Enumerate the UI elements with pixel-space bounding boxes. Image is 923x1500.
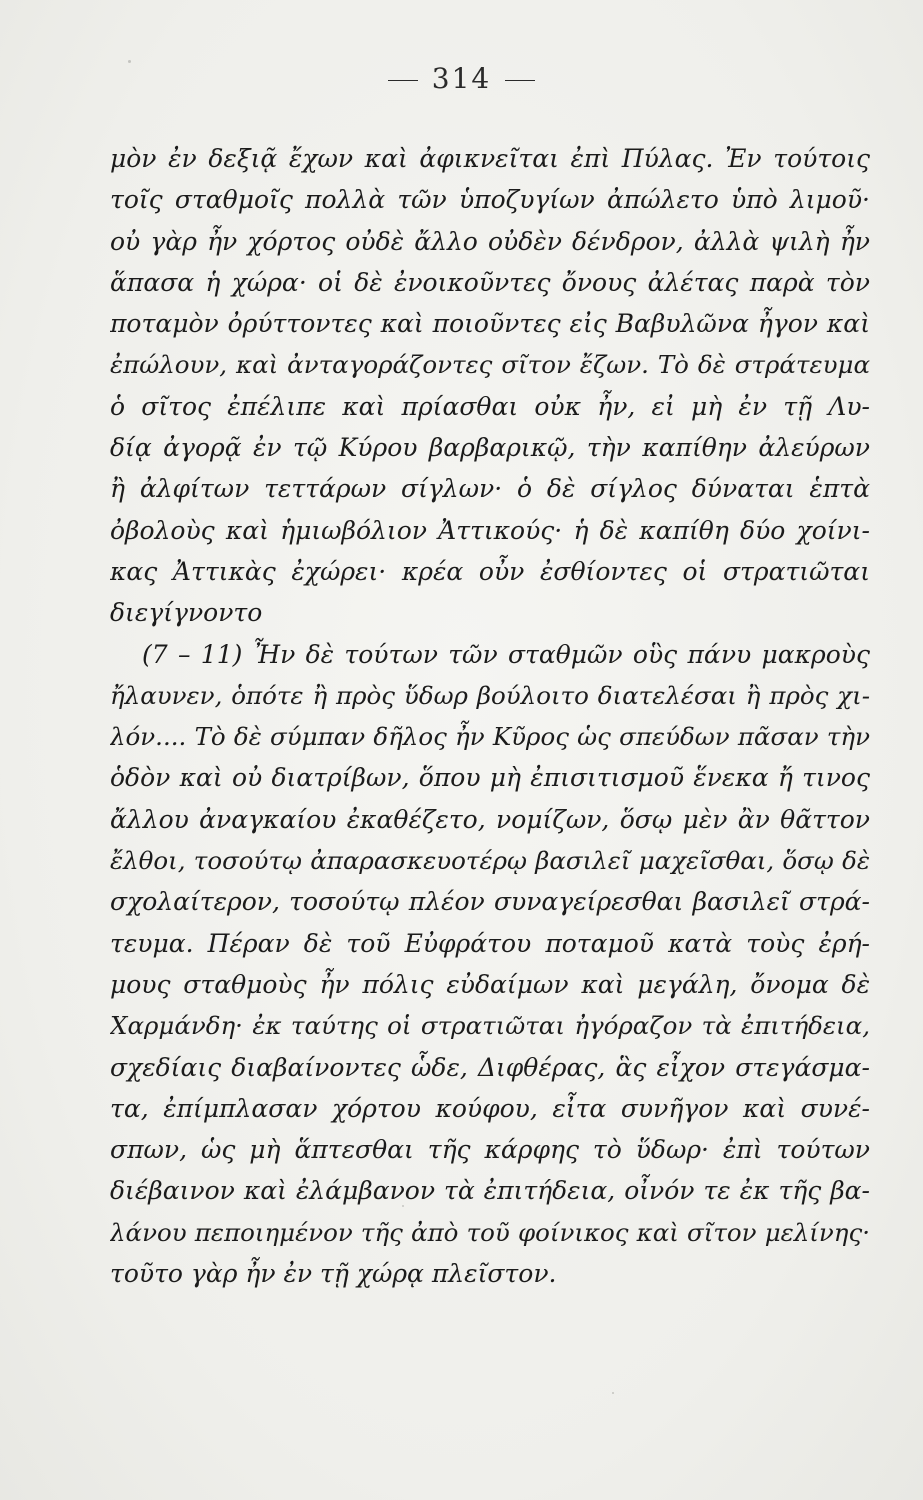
text-line: τα, ἐπίμπλασαν χόρτου κούφου, εἶτα συνῆγον καὶ συνέ-	[110, 1093, 870, 1123]
text-line: ἄλλου ἀναγκαίου ἐκαθέζετο, νομίζων, ὅσῳ μὲν ἂν θᾶττον	[110, 804, 870, 834]
text-line: ἢ ἀλφίτων τεττάρων σίγλων· ὁ δὲ σίγλος δύναται ἑπτὰ	[110, 474, 870, 504]
text-line: ὁ σῖτος ἐπέλιπε καὶ πρίασθαι οὐκ ἦν, εἰ μὴ ἐν τῇ Λυ-	[110, 391, 870, 421]
text-line: ἤλαυνεν, ὁπότε ἢ πρὸς ὕδωρ βούλοιτο διατελέσαι ἢ πρὸς χι-	[110, 680, 870, 710]
text-line: ἐπώλουν, καὶ ἀνταγοράζοντες σῖτον ἔζων. Τὸ δὲ στράτευμα	[110, 350, 870, 380]
section-start-line: (7 – 11) Ἦν δὲ τούτων τῶν σταθμῶν οὓς πάνυ μακροὺς	[142, 639, 870, 669]
greek-text-body	[110, 138, 870, 1294]
text-line: ὁδὸν καὶ οὐ διατρίβων, ὅπου μὴ ἐπισιτισμοῦ ἕνεκα ἤ τινος	[110, 763, 870, 793]
text-line: σχολαίτερον, τοσούτῳ πλέον συναγείρεσθαι βασιλεῖ στρά-	[110, 887, 870, 917]
text-line: δίᾳ ἀγορᾷ ἐν τῷ Κύρου βαρβαρικῷ, τὴν καπίθην ἀλεύρων	[110, 433, 870, 463]
text-line: διεγίγνοντο	[110, 598, 263, 628]
text-line: Χαρμάνδη· ἐκ ταύτης οἱ στρατιῶται ἠγόραζον τὰ ἐπιτήδεια,	[110, 1011, 870, 1041]
text-line: ἔλθοι, τοσούτῳ ἀπαρασκευοτέρῳ βασιλεῖ μαχεῖσθαι, ὅσῳ δὲ	[110, 846, 870, 876]
paper-speck	[612, 1392, 614, 1394]
text-line: ὀβολοὺς καὶ ἡμιωβόλιον Ἀττικούς· ἡ δὲ καπίθη δύο χοίνι-	[110, 515, 870, 545]
right-dash	[505, 80, 535, 81]
text-line: κας Ἀττικὰς ἐχώρει· κρέα οὖν ἐσθίοντες οἱ στρατιῶται	[110, 556, 870, 586]
text-line: οὐ γὰρ ἦν χόρτος οὐδὲ ἄλλο οὐδὲν δένδρον, ἀλλὰ ψιλὴ ἦν	[110, 226, 870, 256]
text-line: τευμα. Πέραν δὲ τοῦ Εὐφράτου ποταμοῦ κατὰ τοὺς ἐρή-	[110, 928, 870, 958]
paper-speck	[402, 1205, 404, 1207]
text-line: ἅπασα ἡ χώρα· οἱ δὲ ἐνοικοῦντες ὄνους ἀλέτας παρὰ τὸν	[110, 267, 870, 297]
text-line: σχεδίαις διαβαίνοντες ὧδε, Διφθέρας, ἃς εἶχον στεγάσμα-	[110, 1052, 870, 1082]
text-line: μους σταθμοὺς ἦν πόλις εὐδαίμων καὶ μεγάλη, ὄνομα δὲ	[110, 969, 870, 999]
text-line: σπων, ὡς μὴ ἅπτεσθαι τῆς κάρφης τὸ ὕδωρ· ἐπὶ τούτων	[110, 1135, 870, 1165]
text-line: τοῦτο γὰρ ἦν ἐν τῇ χώρᾳ πλεῖστον.	[110, 1259, 557, 1289]
page-number: 314	[431, 62, 492, 95]
text-line: λάνου πεποιημένον τῆς ἀπὸ τοῦ φοίνικος καὶ σῖτον μελίνης·	[110, 1217, 870, 1247]
text-line: τοῖς σταθμοῖς πολλὰ τῶν ὑποζυγίων ἀπώλετο ὑπὸ λιμοῦ·	[110, 185, 870, 215]
left-dash	[388, 80, 418, 81]
text-line: λόν.... Τὸ δὲ σύμπαν δῆλος ἦν Κῦρος ὡς σπεύδων πᾶσαν τὴν	[110, 722, 870, 752]
paper-speck	[128, 60, 131, 63]
text-line: μὸν ἐν δεξιᾷ ἔχων καὶ ἀφικνεῖται ἐπὶ Πύλας. Ἐν τούτοις	[110, 144, 870, 173]
page-number-header	[0, 62, 923, 95]
text-line: διέβαινον καὶ ἐλάμβανον τὰ ἐπιτήδεια, οἶνόν τε ἐκ τῆς βα-	[110, 1176, 870, 1206]
text-line: ποταμὸν ὀρύττοντες καὶ ποιοῦντες εἰς Βαβυλῶνα ἦγον καὶ	[110, 309, 870, 339]
